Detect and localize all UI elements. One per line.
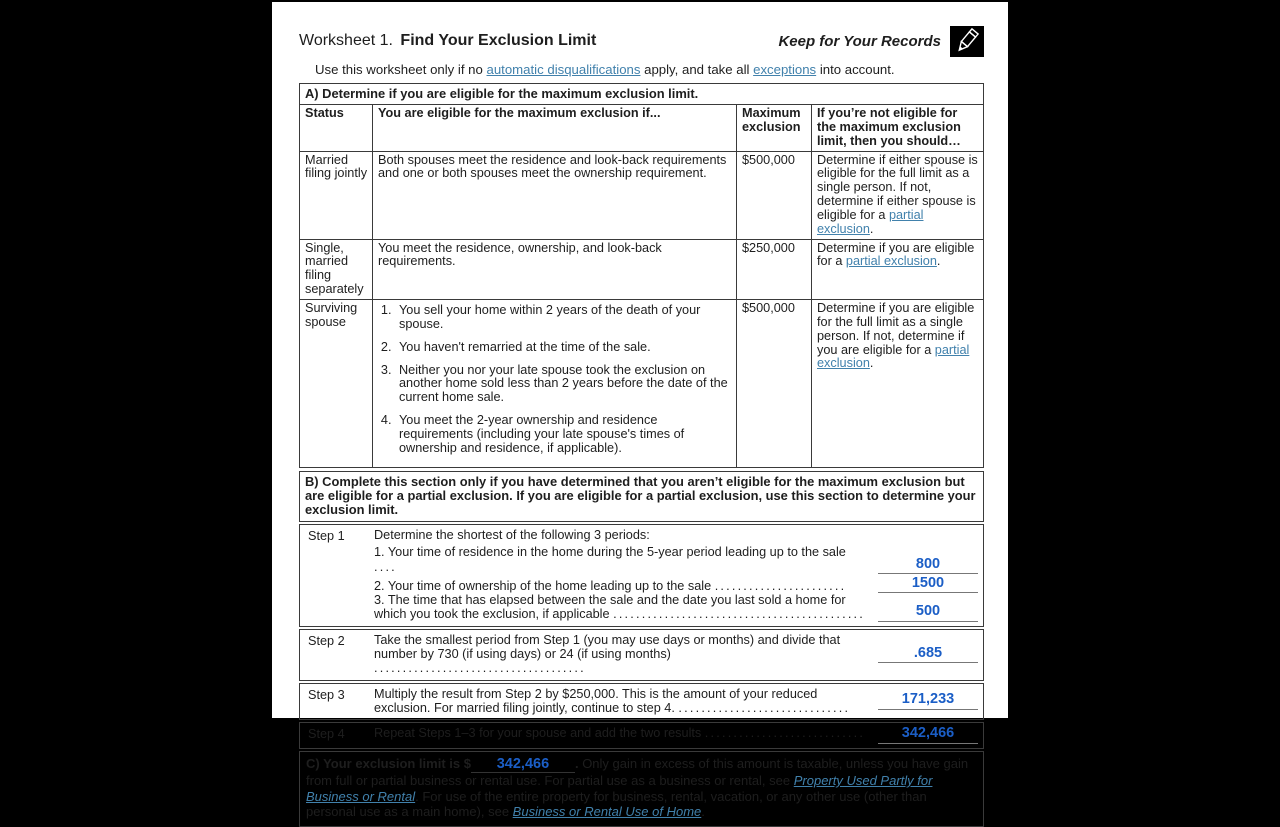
step-4-result-field[interactable]: 342,466 — [878, 726, 978, 743]
column-header-not-eligible: If you’re not eligible for the maximum exclusion limit, then you should… — [811, 105, 983, 151]
step-3-body — [374, 687, 978, 716]
elapsed-period-field[interactable]: 500 — [878, 604, 978, 621]
section-c-text: . — [701, 804, 705, 820]
item-text — [374, 593, 874, 622]
exclusion-limit-field[interactable]: 342,466 — [471, 757, 575, 774]
intro-text: apply, and take all — [640, 62, 754, 77]
intro-text: into account. — [816, 62, 895, 77]
step-label: Step 1 — [308, 528, 345, 543]
pencil-icon — [950, 26, 984, 57]
worksheet-title-group — [299, 32, 596, 50]
advice-text: . — [869, 221, 874, 236]
step-label: Step 4 — [308, 727, 345, 742]
section-c-text: . For use of the entire property for business, rental, vacation, or any other use (other than personal use as a main home), see — [306, 788, 927, 820]
advice-text: Determine if you are eligible for a — [817, 240, 975, 269]
criteria-item: 3. Neither you nor your late spouse took the exclusion on another home sold less than 2 years before the date of the current home sale. — [395, 364, 732, 406]
item-label: 2. Your time of ownership of the home leading up to the sale — [374, 578, 712, 593]
step-1-item-residence — [374, 545, 978, 574]
table-row-married-filing-jointly — [300, 151, 983, 239]
page-header — [299, 28, 984, 54]
step-text — [374, 687, 878, 716]
step-instruction: Repeat Steps 1–3 for your spouse and add the two results — [374, 726, 702, 741]
step-text — [374, 633, 878, 676]
step-1-row — [299, 524, 984, 627]
max-exclusion-cell: $500,000 — [736, 300, 811, 467]
step-2-row — [299, 629, 984, 681]
criteria-cell: You meet the residence, ownership, and look-back requirements. — [372, 240, 736, 299]
step-1-item-ownership — [374, 574, 978, 593]
advice-cell — [811, 240, 983, 299]
advice-cell — [811, 300, 983, 467]
max-exclusion-cell: $250,000 — [736, 240, 811, 299]
partial-exclusion-link[interactable]: partial exclusion — [817, 207, 924, 236]
property-used-partly-link[interactable]: Property Used Partly for Business or Rental — [306, 773, 933, 804]
business-or-rental-use-link[interactable]: Business or Rental Use of Home — [512, 804, 702, 820]
intro-note — [315, 62, 984, 77]
step-4-row — [299, 722, 984, 748]
partial-exclusion-link[interactable]: partial exclusion — [845, 254, 937, 269]
status-cell: Married filing jointly — [305, 152, 368, 181]
column-header-status: Status — [305, 106, 344, 120]
section-c-text: Only gain in excess of this amount is taxable, unless you have gain from full or partial business or rental use. For partial use as a business or rental, see — [306, 755, 969, 789]
advice-cell — [811, 152, 983, 239]
step-1-item-elapsed — [374, 593, 978, 622]
step-label: Step 3 — [308, 687, 345, 702]
criteria-item: 2. You haven't remarried at the time of the sale. — [395, 341, 732, 355]
section-a — [299, 83, 984, 468]
residence-period-field[interactable]: 800 — [878, 557, 978, 574]
advice-text: Determine if either spouse is eligible for the full limit as a single person. If not, determine if either spouse is eligible for a — [817, 152, 978, 222]
criteria-list — [378, 304, 732, 456]
table-row-surviving-spouse — [300, 299, 983, 467]
step-3-result-field[interactable]: 171,233 — [878, 692, 978, 709]
keep-for-records-label: Keep for Your Records — [778, 32, 941, 50]
table-row-single — [300, 239, 983, 299]
step-text — [374, 726, 878, 743]
table-header-row — [300, 104, 983, 151]
dot-leader: .... — [374, 559, 397, 574]
item-text — [374, 545, 874, 574]
dot-leader: ............................ — [704, 726, 866, 741]
exclusion-limit-label: C) Your exclusion limit is $ — [306, 755, 471, 771]
section-a-heading: A) Determine if you are eligible for the maximum exclusion limit. — [305, 86, 699, 101]
worksheet-number: Worksheet 1. — [299, 32, 393, 49]
step-1-intro: Determine the shortest of the following 3 periods: — [374, 527, 650, 542]
item-text — [374, 579, 874, 593]
advice-text: Determine if you are eligible for the full limit as a single person. If not, determine if you are eligible for a — [817, 300, 975, 357]
dot-leader: ............................................ — [613, 607, 865, 622]
advice-text: . — [869, 356, 874, 371]
intro-text: Use this worksheet only if no — [315, 62, 487, 77]
dot-leader: ....................... — [714, 578, 847, 593]
records-note-group — [778, 26, 984, 57]
exceptions-link[interactable]: exceptions — [753, 62, 817, 77]
worksheet-page — [272, 2, 1008, 820]
column-header-eligible-if: You are eligible for the maximum exclusion if... — [372, 105, 736, 151]
step-2-body — [374, 633, 978, 676]
step-1-body — [374, 528, 978, 622]
step-4-body — [374, 726, 978, 743]
dot-leader: ..................................... — [374, 661, 586, 676]
section-c-period: . — [574, 755, 579, 771]
column-header-maximum-exclusion: Maximum exclusion — [736, 105, 811, 151]
ownership-period-field[interactable]: 1500 — [878, 576, 978, 593]
step-instruction: Take the smallest period from Step 1 (you may use days or months) and divide that number by 730 (if using days) or 24 (if using months) — [374, 632, 841, 661]
dot-leader: .............................. — [678, 701, 851, 716]
partial-exclusion-link[interactable]: partial exclusion — [817, 342, 970, 371]
status-cell: Surviving spouse — [305, 300, 358, 329]
status-cell: Single, married filing separately — [305, 240, 364, 297]
step-2-result-field[interactable]: .685 — [878, 646, 978, 663]
worksheet-content — [272, 2, 1008, 827]
step-3-row — [299, 683, 984, 721]
section-c — [299, 751, 984, 827]
max-exclusion-cell: $500,000 — [736, 152, 811, 239]
section-b-heading: B) Complete this section only if you have determined that you aren’t eligible for the maximum exclusion but are eligible for a partial exclusion. If you are eligible for a partial exclusion, use this section to determine your exclusion limit. — [299, 471, 984, 522]
step-instruction: Multiply the result from Step 2 by $250,000. This is the amount of your reduced exclusion. For married filing jointly, continue to step 4. — [374, 686, 818, 716]
criteria-item: 4. You meet the 2-year ownership and residence requirements (including your late spouse's times of ownership and residence, if applicable). — [395, 414, 732, 456]
criteria-cell — [372, 300, 736, 467]
step-label: Step 2 — [308, 633, 345, 648]
advice-text: . — [936, 254, 941, 269]
item-label: 3. The time that has elapsed between the sale and the date you last sold a home for which you took the exclusion, if applicable — [374, 592, 846, 622]
automatic-disqualifications-link[interactable]: automatic disqualifications — [486, 62, 641, 77]
item-label: 1. Your time of residence in the home during the 5-year period leading up to the sale — [374, 545, 846, 560]
criteria-cell: Both spouses meet the residence and look-back requirements and one or both spouses meet the ownership requirement. — [372, 152, 736, 239]
criteria-item: 1. You sell your home within 2 years of the death of your spouse. — [395, 304, 732, 332]
page-title: Find Your Exclusion Limit — [400, 32, 597, 49]
